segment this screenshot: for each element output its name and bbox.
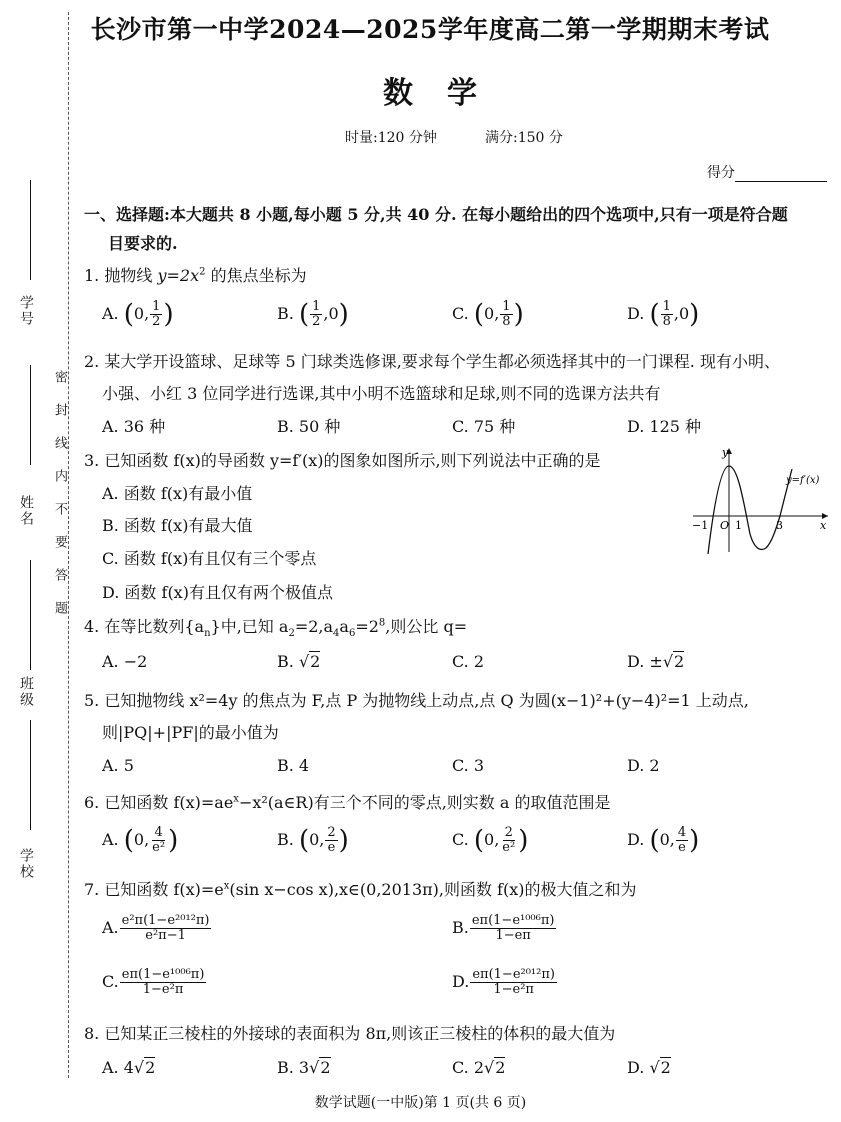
- name-blank: [30, 365, 31, 465]
- graph-x-label: x: [820, 519, 827, 532]
- q7-option-c[interactable]: [102, 968, 207, 997]
- q7-option-a[interactable]: [102, 914, 212, 943]
- q7-c-den: 1−e²π: [142, 982, 184, 997]
- q6-d-num: 4: [677, 825, 687, 840]
- q1-a-frac: [150, 300, 162, 329]
- q1-d-den: 8: [662, 314, 671, 329]
- q6-a-frac: [150, 826, 167, 855]
- q8-c-rad: 2: [495, 1058, 506, 1077]
- q8-d-rad: 2: [660, 1058, 671, 1077]
- tick-neg1: −1: [692, 519, 709, 532]
- q5-option-c[interactable]: C. 3: [452, 756, 485, 775]
- q1-stem: [84, 263, 307, 286]
- q2-option-c[interactable]: C. 75 种: [452, 417, 516, 436]
- q1-d-num: 1: [662, 299, 671, 314]
- q7-a-frac: [120, 914, 212, 943]
- school-blank: [30, 720, 31, 830]
- q2-option-a[interactable]: A. 36 种: [102, 417, 166, 436]
- tick-origin: O: [720, 519, 730, 532]
- seal-warning: 密封线内不要答题: [52, 370, 67, 634]
- q6-stem: [84, 790, 611, 813]
- q6-b-label: B.: [277, 830, 294, 849]
- q1-b-frac: [310, 300, 322, 329]
- q4-option-d[interactable]: D. ±√2: [627, 652, 685, 671]
- q6-d-label: D.: [627, 830, 645, 849]
- section-heading: [84, 200, 836, 258]
- q1-c-den: 8: [502, 314, 511, 329]
- q7-a-label: A.: [102, 918, 119, 937]
- q6-stem-pre: 6. 已知函数 f(x)=ae: [84, 793, 234, 812]
- q4-sup-8: 8: [378, 617, 386, 629]
- q4-stem-pre: 4. 在等比数列{a: [84, 617, 205, 636]
- q6-stem-post: −x²(a∈R)有三个不同的零点,则实数 a 的取值范围是: [238, 793, 611, 812]
- score-label: 得分: [707, 165, 735, 181]
- q6-option-a[interactable]: A. (0, $\frac{4}{\text{e²}}$ ): [102, 825, 179, 856]
- q1-a-den: 2: [152, 314, 161, 329]
- q7-stem-pre: 7. 已知函数 f(x)=e: [84, 880, 224, 899]
- class-blank: [30, 560, 31, 670]
- q2-stem-line1: 2. 某大学开设篮球、足球等 5 门球类选修课,要求每个学生都必须选择其中的一门课程. 现有小明、: [84, 352, 780, 371]
- q1-b-den: 2: [312, 314, 321, 329]
- q1-stem-pre: 1. 抛物线: [84, 266, 158, 285]
- full-score: 满分:150 分: [485, 130, 563, 146]
- q2-stem-line2: 小强、小红 3 位同学进行选课,其中小明不选篮球和足球,则不同的选课方法共有: [102, 384, 661, 403]
- q5-stem-line1: 5. 已知抛物线 x²=4y 的焦点为 F,点 P 为抛物线上动点,点 Q 为圆(x−1)²+(y−4)²=1 上动点,: [84, 691, 749, 710]
- q3-derivative-graph: [688, 444, 833, 556]
- time-limit: 时量:120 分钟: [345, 130, 437, 146]
- q5-option-b[interactable]: B. 4: [277, 756, 310, 775]
- q7-d-frac: [470, 968, 557, 997]
- q1-option-c[interactable]: C. (0, $\frac{1}{8}$ ): [452, 299, 524, 330]
- section-heading-line2: 目要求的.: [108, 234, 178, 253]
- q7-b-den: 1−eπ: [495, 928, 531, 943]
- q8-option-a[interactable]: A. 4√2: [102, 1058, 156, 1077]
- q4-stem: [84, 614, 467, 639]
- q1-c-label: C.: [452, 304, 469, 323]
- q3-option-a[interactable]: A. 函数 f(x)有最小值: [102, 484, 253, 503]
- q5-option-d[interactable]: D. 2: [627, 756, 660, 775]
- q8-option-b[interactable]: B. 3√2: [277, 1058, 331, 1077]
- page-footer: 数学试题(一中版)第 1 页(共 6 页): [314, 1095, 527, 1111]
- score-field[interactable]: [707, 162, 827, 182]
- q4-option-a[interactable]: A. −2: [102, 652, 148, 671]
- q7-c-num: eπ(1−e¹⁰⁰⁶π): [121, 967, 205, 982]
- q1-d-frac: [661, 300, 673, 329]
- q4-option-c[interactable]: C. 2: [452, 652, 485, 671]
- q6-d-den: e: [678, 840, 686, 855]
- q8-b-pre: B. 3: [277, 1058, 310, 1077]
- class-label: 班级: [18, 676, 34, 708]
- q1-c-num: 1: [502, 299, 511, 314]
- q8-option-c[interactable]: C. 2√2: [452, 1058, 506, 1077]
- graph-y-label: y: [722, 446, 729, 459]
- q4-sub-2: 2: [288, 628, 295, 640]
- q4-stem-mid: }中,已知 a: [210, 617, 289, 636]
- q7-option-b[interactable]: [452, 914, 557, 943]
- q7-stem-post: (sin x−cos x),x∈(0,2013π),则函数 f(x)的极大值之和为: [229, 880, 637, 899]
- school-label: 学校: [18, 848, 34, 880]
- q3-option-b[interactable]: B. 函数 f(x)有最大值: [102, 516, 253, 535]
- q4-d-rad: 2: [674, 652, 685, 671]
- q6-a-label: A.: [102, 830, 119, 849]
- q1-option-b[interactable]: B. ( $\frac{1}{2}$ ,0): [277, 299, 349, 330]
- q6-c-den: e²: [502, 840, 516, 855]
- q4-stem-post: ,则公比 q=: [385, 617, 468, 636]
- subject-title: 数学: [383, 76, 511, 111]
- exam-title: 长沙市第一中学2024—2025学年度高二第一学期期末考试: [90, 15, 770, 44]
- q4-sub-n: n: [204, 628, 211, 640]
- q2-option-b[interactable]: B. 50 种: [277, 417, 341, 436]
- q6-b-den: e: [327, 840, 336, 855]
- q5-option-a[interactable]: A. 5: [102, 756, 134, 775]
- q6-option-c[interactable]: C. (0, $\frac{2}{\text{e²}}$ ): [452, 825, 529, 856]
- q6-c-num: 2: [504, 825, 513, 840]
- q6-c-frac: [500, 826, 517, 855]
- q2-option-d[interactable]: D. 125 种: [627, 417, 702, 436]
- q8-d-pre: D.: [627, 1058, 650, 1077]
- q4-b-rad: 2: [310, 652, 321, 671]
- q4-b-pre: B.: [277, 652, 299, 671]
- curve-label: y=f′(x): [786, 475, 820, 486]
- q8-c-pre: C. 2: [452, 1058, 485, 1077]
- q3-stem: 3. 已知函数 f(x)的导函数 y=f′(x)的图象如图所示,则下列说法中正确的是: [84, 451, 601, 470]
- q1-d-label: D.: [627, 304, 645, 323]
- q7-a-num: e²π(1−e²⁰¹²π): [121, 913, 210, 928]
- q1-a-label: A.: [102, 304, 119, 323]
- q1-c-frac: [500, 300, 512, 329]
- q3-option-c[interactable]: C. 函数 f(x)有且仅有三个零点: [102, 549, 317, 568]
- student-id-blank: [30, 180, 31, 280]
- q7-b-frac: [470, 914, 557, 943]
- q8-option-d[interactable]: D. √2: [627, 1058, 671, 1077]
- q7-b-num: eπ(1−e¹⁰⁰⁶π): [471, 913, 555, 928]
- q1-stem-math: y=2x: [157, 266, 200, 285]
- q6-c-label: C.: [452, 830, 469, 849]
- score-blank[interactable]: [735, 167, 827, 182]
- q8-a-rad: 2: [145, 1058, 156, 1077]
- tick-1: 1: [735, 519, 742, 532]
- q1-option-d[interactable]: D. ( $\frac{1}{8}$ ,0): [627, 299, 700, 330]
- q4-option-b[interactable]: B. √2: [277, 652, 321, 671]
- q6-d-frac: [676, 826, 688, 855]
- q7-c-frac: [120, 968, 207, 997]
- name-label: 姓名: [18, 495, 34, 527]
- tick-3: 3: [776, 519, 783, 532]
- q4-sub-4: 4: [333, 628, 340, 640]
- q1-b-num: 1: [312, 299, 321, 314]
- q6-option-b[interactable]: B. (0, $\frac{2}{e}$ ): [277, 825, 349, 856]
- q4-sub-6: 6: [348, 628, 356, 640]
- q8-a-pre: A. 4: [102, 1058, 134, 1077]
- q7-d-num: eπ(1−e²⁰¹²π): [472, 967, 555, 982]
- q7-stem-sup: x: [223, 880, 230, 892]
- q6-stem-sup: x: [233, 793, 239, 805]
- q7-c-label: C.: [102, 972, 119, 991]
- q8-b-rad: 2: [320, 1058, 331, 1077]
- q6-a-num: 4: [154, 825, 163, 840]
- derivative-curve: [708, 466, 792, 554]
- q1-b-label: B.: [277, 304, 294, 323]
- q1-stem-sup: 2: [199, 266, 206, 278]
- q6-a-den: e²: [152, 840, 166, 855]
- q6-b-num: 2: [327, 825, 336, 840]
- section-heading-line1: 一、选择题:本大题共 8 小题,每小题 5 分,共 40 分. 在每小题给出的四个选项中,只有一项是符合题: [84, 205, 788, 224]
- q4-stem-mid2: =2,a: [294, 617, 334, 636]
- q7-d-den: 1−e²π: [493, 982, 534, 997]
- q4-a6: a: [339, 617, 349, 636]
- q4-d-pre: D. ±: [627, 652, 663, 671]
- q7-b-label: B.: [452, 918, 469, 937]
- q1-stem-post: 的焦点坐标为: [205, 266, 307, 285]
- q7-option-d[interactable]: [452, 968, 558, 997]
- q3-option-d[interactable]: D. 函数 f(x)有且仅有两个极值点: [102, 583, 333, 602]
- student-id-label: 学号: [18, 295, 34, 327]
- q6-option-d[interactable]: D. (0, $\frac{4}{e}$ ): [627, 825, 700, 856]
- q1-option-a[interactable]: A. (0, $\frac{1}{2}$ ): [102, 299, 174, 330]
- q4-stem-eq: =2: [355, 617, 379, 636]
- q7-a-den: e²π−1: [145, 928, 186, 943]
- q8-stem: 8. 已知某正三棱柱的外接球的表面积为 8π,则该正三棱柱的体积的最大值为: [84, 1024, 616, 1043]
- q1-a-num: 1: [152, 299, 161, 314]
- q6-b-frac: [325, 826, 337, 855]
- q5-stem-line2: 则|PQ|+|PF|的最小值为: [102, 723, 279, 742]
- q7-d-label: D.: [452, 972, 470, 991]
- q7-stem: [84, 877, 636, 900]
